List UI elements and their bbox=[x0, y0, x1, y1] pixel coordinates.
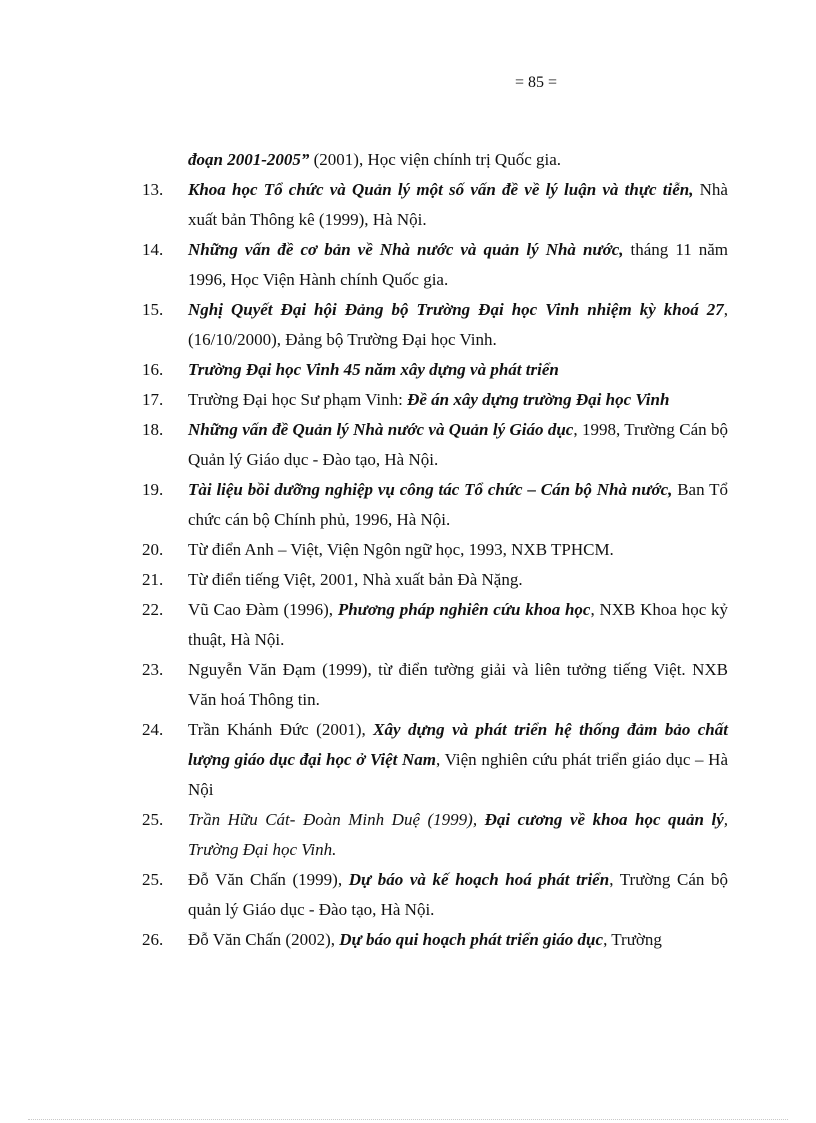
reference-entry bbox=[142, 655, 728, 715]
reference-number: 17. bbox=[142, 390, 164, 409]
reference-title: Dự báo và kế hoạch hoá phát triển bbox=[348, 870, 610, 889]
reference-title: Tài liệu bồi dưỡng nghiệp vụ công tác Tổ chức – Cán bộ Nhà nước, bbox=[188, 480, 673, 499]
reference-entry bbox=[142, 385, 728, 415]
reference-title: Nghị Quyết Đại hội Đảng bộ Trường Đại học Vinh nhiệm kỳ khoá 27 bbox=[188, 300, 724, 319]
reference-text: , Trường bbox=[603, 930, 662, 949]
reference-text: , Viện nghiên cứu phát triển giáo dục – Hà Nội bbox=[188, 750, 728, 799]
reference-entry bbox=[142, 145, 728, 175]
reference-number: 18. bbox=[142, 420, 164, 439]
reference-entry bbox=[142, 805, 728, 865]
reference-entry bbox=[142, 235, 728, 295]
page-number: = 85 = bbox=[514, 74, 558, 91]
reference-number: 16. bbox=[142, 360, 164, 379]
reference-text: Đỗ Văn Chấn (1999), bbox=[188, 870, 349, 889]
reference-text: Từ điển tiếng Việt, 2001, Nhà xuất bản Đà Nặng. bbox=[188, 570, 523, 589]
reference-text: Trường Đại học Sư phạm Vinh: bbox=[188, 390, 408, 409]
reference-entry bbox=[142, 475, 728, 535]
reference-title: Phương pháp nghiên cứu khoa học bbox=[337, 600, 591, 619]
reference-number: 20. bbox=[142, 540, 164, 559]
reference-list bbox=[142, 145, 728, 955]
reference-text: Trần Hữu Cát- Đoàn Minh Duệ (1999), bbox=[188, 810, 485, 829]
reference-number: 21. bbox=[142, 570, 164, 589]
reference-text: Ban Tổ chức cán bộ Chính phủ, 1996, Hà Nội. bbox=[188, 480, 728, 529]
page-bottom-divider bbox=[28, 1119, 788, 1120]
reference-text: Nhà xuất bản Thông kê (1999), Hà Nội. bbox=[188, 180, 728, 229]
reference-entry bbox=[142, 565, 728, 595]
reference-text: , Trường Đại học Vinh. bbox=[188, 810, 729, 859]
reference-entry bbox=[142, 535, 728, 565]
reference-number: 26. bbox=[142, 930, 164, 949]
reference-title: Dự báo qui hoạch phát triển giáo dục bbox=[339, 930, 604, 949]
reference-text: , NXB Khoa học kỷ thuật, Hà Nội. bbox=[188, 600, 729, 649]
reference-title: Đề án xây dựng trường Đại học Vinh bbox=[407, 390, 670, 409]
reference-entry bbox=[142, 355, 728, 385]
reference-title: Xây dựng và phát triển hệ thống đảm bảo chất lượng giáo dục đại học ở Việt Nam bbox=[188, 720, 728, 769]
reference-title: Trường Đại học Vinh 45 năm xây dựng và phát triển bbox=[188, 360, 559, 379]
reference-entry bbox=[142, 865, 728, 925]
reference-text: tháng 11 năm 1996, Học Viện Hành chính Quốc gia. bbox=[188, 240, 729, 289]
reference-text: Từ điển Anh – Việt, Viện Ngôn ngữ học, 1993, NXB TPHCM. bbox=[188, 540, 614, 559]
reference-text: Vũ Cao Đàm (1996), bbox=[188, 600, 338, 619]
reference-number: 13. bbox=[142, 180, 164, 199]
reference-number: 15. bbox=[142, 300, 164, 319]
reference-text: , 1998, Trường Cán bộ Quản lý Giáo dục - Đào tạo, Hà Nội. bbox=[188, 420, 728, 469]
reference-text: , Trường Cán bộ quản lý Giáo dục - Đào tạo, Hà Nội. bbox=[188, 870, 729, 919]
reference-title: Những vấn đề Quản lý Nhà nước và Quản lý Giáo dục bbox=[188, 420, 574, 439]
reference-text: Trần Khánh Đức (2001), bbox=[188, 720, 374, 739]
reference-text: (2001), Học viện chính trị Quốc gia. bbox=[309, 150, 562, 169]
reference-number: 24. bbox=[142, 720, 164, 739]
reference-title: Khoa học Tổ chức và Quản lý một số vấn đề về lý luận và thực tiễn, bbox=[188, 180, 694, 199]
reference-entry bbox=[142, 595, 728, 655]
reference-number: 25. bbox=[142, 810, 164, 829]
reference-text: , (16/10/2000), Đảng bộ Trường Đại học Vinh. bbox=[188, 300, 728, 349]
reference-number: 25. bbox=[142, 870, 164, 889]
reference-number: 19. bbox=[142, 480, 164, 499]
reference-text: Nguyễn Văn Đạm (1999), từ điển tường giải và liên tưởng tiếng Việt. NXB Văn hoá Thông tin. bbox=[188, 660, 728, 709]
reference-entry bbox=[142, 415, 728, 475]
reference-entry bbox=[142, 175, 728, 235]
reference-title: đoạn 2001-2005” bbox=[188, 150, 310, 169]
reference-entry bbox=[142, 925, 728, 955]
reference-number: 14. bbox=[142, 240, 164, 259]
reference-entry bbox=[142, 295, 728, 355]
reference-number: 22. bbox=[142, 600, 164, 619]
reference-title: Những vấn đề cơ bản về Nhà nước và quản lý Nhà nước, bbox=[188, 240, 624, 259]
reference-text: Đỗ Văn Chấn (2002), bbox=[188, 930, 340, 949]
reference-number: 23. bbox=[142, 660, 164, 679]
reference-title: Đại cương về khoa học quản lý bbox=[484, 810, 724, 829]
reference-entry bbox=[142, 715, 728, 805]
